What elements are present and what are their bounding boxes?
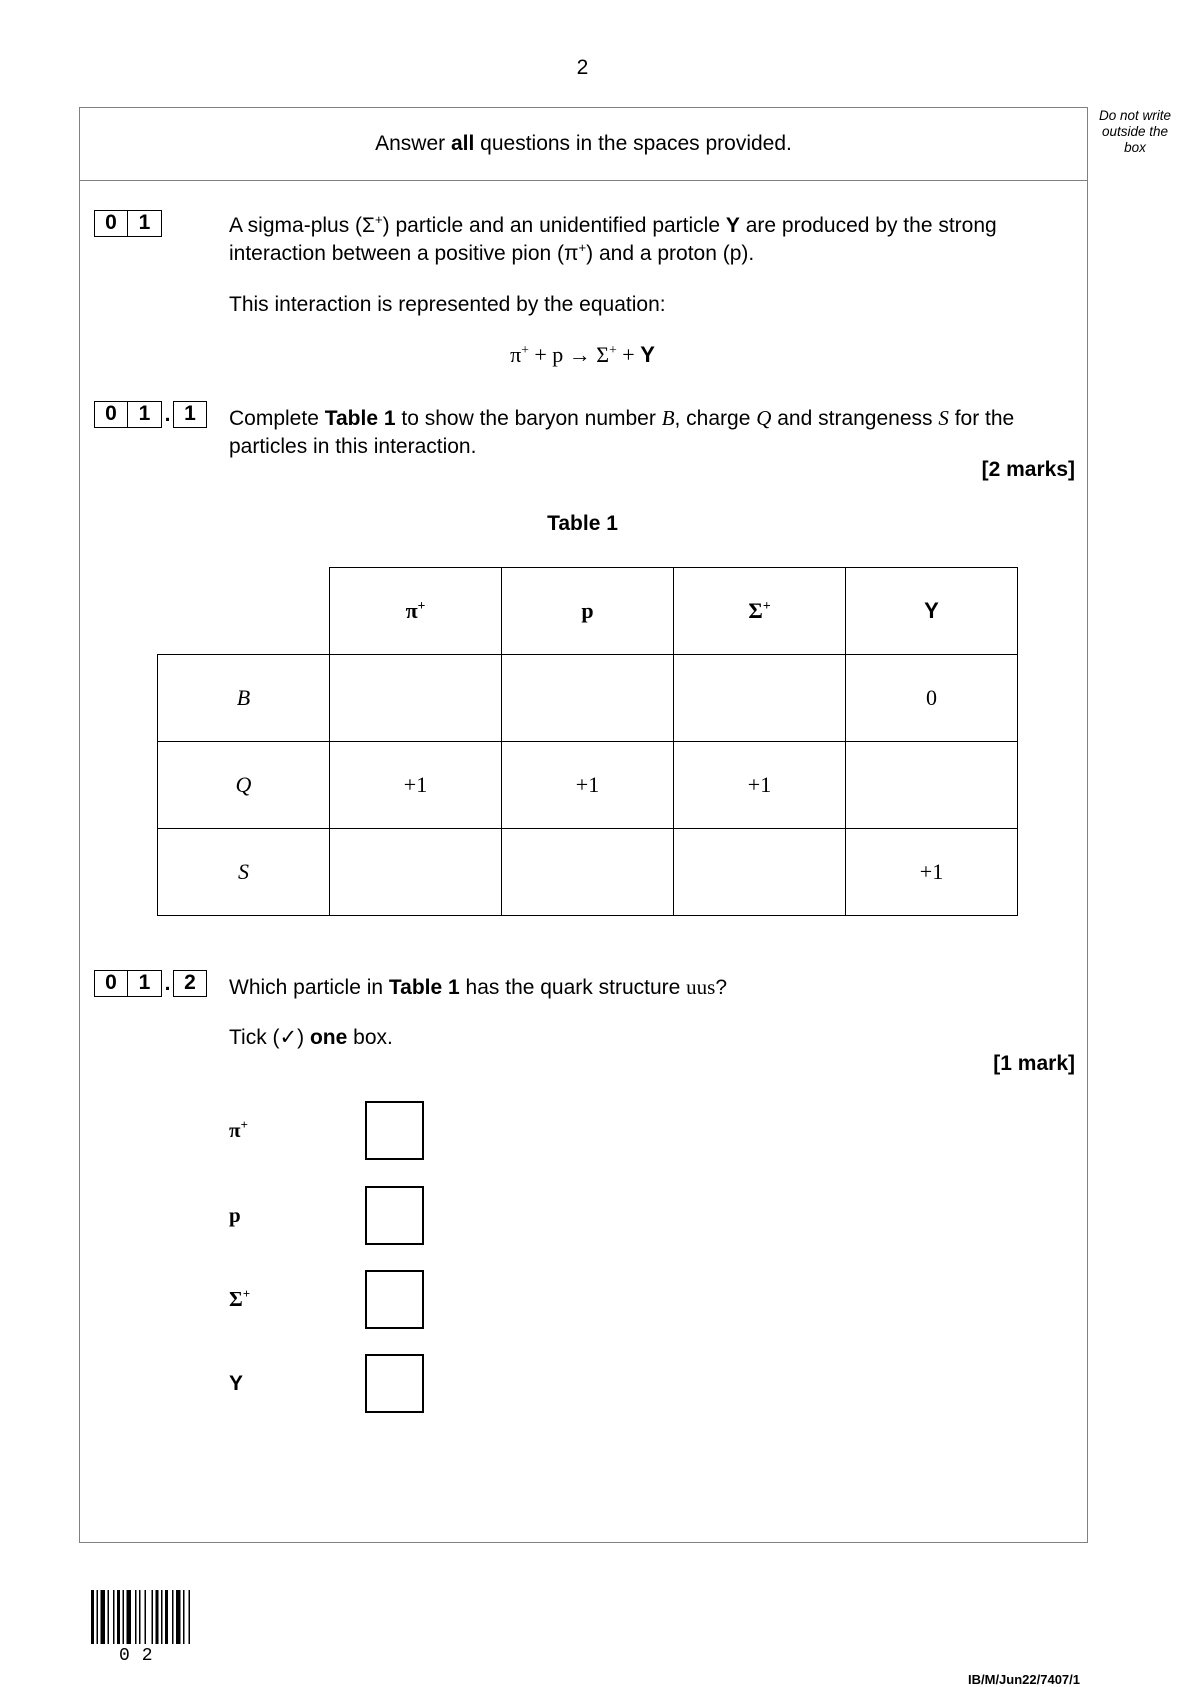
column-header-y: Y — [846, 568, 1018, 655]
column-header-proton: p — [502, 568, 674, 655]
option-pi-plus — [229, 1101, 424, 1160]
row-label: S — [158, 829, 330, 916]
table-cell[interactable] — [502, 829, 674, 916]
marks-01-1: [2 marks] — [981, 458, 1075, 481]
table-header-row — [158, 568, 1018, 655]
question-01-2-text: Which particle in Table 1 has the quark structure uus? — [229, 975, 728, 999]
tick-box-sigma-plus[interactable] — [365, 1270, 424, 1329]
equation-intro: This interaction is represented by the equation: — [229, 293, 666, 316]
page-number: 2 — [576, 56, 589, 79]
tick-box-y[interactable] — [365, 1354, 424, 1413]
table-cell: +1 — [330, 742, 502, 829]
table-cell[interactable] — [674, 655, 846, 742]
barcode-number: 02 — [119, 1646, 165, 1666]
barcode-icon — [91, 1590, 201, 1644]
table-1-caption: Table 1 — [547, 512, 618, 535]
question-number-01-1 — [94, 401, 207, 428]
tick-box-pi-plus[interactable] — [365, 1101, 424, 1160]
question-number-01-2 — [94, 970, 207, 997]
table-row-b — [158, 655, 1018, 742]
option-proton — [229, 1186, 424, 1245]
instructions-divider — [79, 180, 1088, 181]
table-cell: +1 — [846, 829, 1018, 916]
option-label: π+ — [229, 1117, 248, 1142]
table-corner — [158, 568, 330, 655]
question-digit: 1 — [128, 970, 162, 997]
option-label: Y — [229, 1371, 244, 1395]
table-row-q — [158, 742, 1018, 829]
table-cell: +1 — [502, 742, 674, 829]
paper-reference: IB/M/Jun22/7407/1 — [968, 1672, 1080, 1687]
option-y — [229, 1354, 424, 1413]
option-sigma-plus — [229, 1270, 424, 1329]
table-cell[interactable] — [330, 829, 502, 916]
table-cell[interactable] — [330, 655, 502, 742]
table-cell[interactable] — [674, 829, 846, 916]
column-header-pi-plus: π+ — [330, 568, 502, 655]
tick-instruction: Tick (✓) one box. — [229, 1026, 393, 1049]
row-label: B — [158, 655, 330, 742]
option-label: p — [229, 1203, 241, 1227]
option-label: Σ+ — [229, 1286, 251, 1311]
question-01-1-text: Complete Table 1 to show the baryon number B, charge Q and strangeness S for the particles in this interaction. — [229, 406, 1015, 458]
table-cell: +1 — [674, 742, 846, 829]
question-digit: 1 — [128, 401, 162, 428]
question-dot: . — [164, 971, 171, 995]
question-digit: 1 — [173, 401, 207, 428]
table-row-s — [158, 829, 1018, 916]
instructions: Answer all questions in the spaces provided. — [375, 132, 792, 155]
tick-box-proton[interactable] — [365, 1186, 424, 1245]
question-digit: 2 — [173, 970, 207, 997]
table-cell: 0 — [846, 655, 1018, 742]
question-01-intro: A sigma-plus (Σ+) particle and an unidentified particle Y are produced by the strong interaction between a positive pion (π+) and a proton (p). — [229, 212, 997, 265]
margin-note: Do not write outside the box — [1098, 108, 1172, 155]
column-header-sigma-plus: Σ+ — [674, 568, 846, 655]
table-1 — [157, 567, 1018, 916]
question-number-01 — [94, 210, 162, 237]
marks-01-2: [1 mark] — [993, 1052, 1075, 1075]
row-label: Q — [158, 742, 330, 829]
question-digit: 1 — [128, 210, 162, 237]
table-cell[interactable] — [502, 655, 674, 742]
question-dot: . — [164, 402, 171, 426]
question-digit: 0 — [94, 401, 128, 428]
equation: π+ + p → Σ+ + Y — [510, 341, 655, 367]
question-digit: 0 — [94, 970, 128, 997]
question-digit: 0 — [94, 210, 128, 237]
table-cell[interactable] — [846, 742, 1018, 829]
